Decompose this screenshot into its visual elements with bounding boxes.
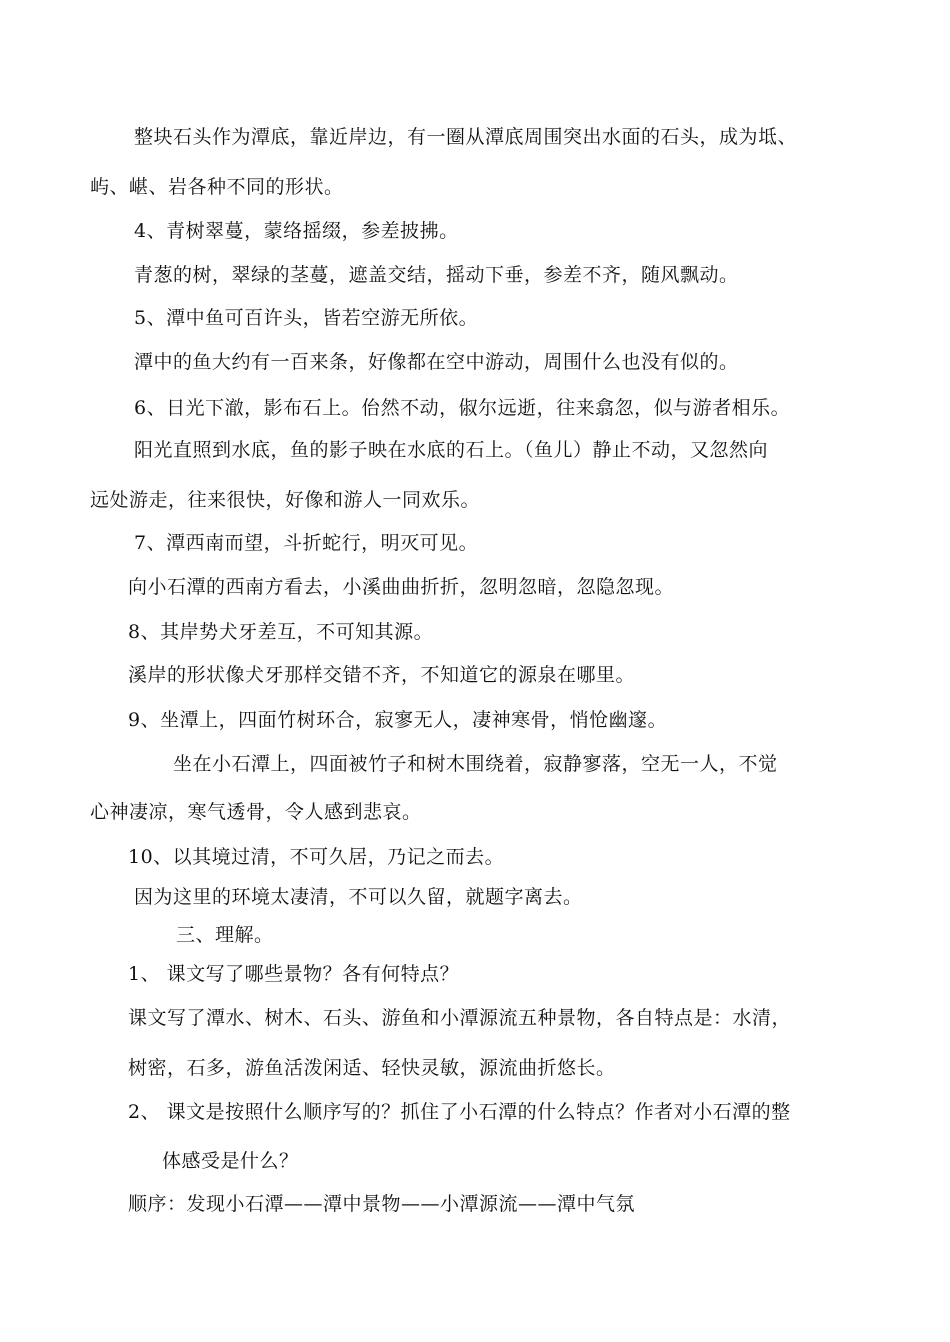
text-line: 8、其岸势犬牙差互，不可知其源。 [128, 621, 434, 643]
text-line: 屿、嵁、岩各种不同的形状。 [90, 176, 344, 198]
text-line: 顺序：发现小石潭——潭中景物——小潭源流——潭中气氛 [128, 1193, 636, 1215]
text-line: 4、青树翠蔓，蒙络摇缀，参差披拂。 [134, 220, 459, 242]
text-line: 坐在小石潭上，四面被竹子和树木围绕着，寂静寥落，空无一人，不觉 [173, 753, 778, 775]
question-line: 1、 课文写了哪些景物？各有何特点？ [128, 963, 460, 985]
text-line: 溪岸的形状像犬牙那样交错不齐，不知道它的源泉在哪里。 [128, 664, 636, 686]
question-line: 2、 课文是按照什么顺序写的？抓住了小石潭的什么特点？作者对小石潭的整 [128, 1101, 791, 1123]
text-line: 5、潭中鱼可百许头，皆若空游无所依。 [134, 307, 479, 329]
text-line: 6、日光下澈，影布石上。佁然不动，俶尔远逝，往来翕忽，似与游者相乐。 [134, 397, 791, 419]
text-line: 青葱的树，翠绿的茎蔓，遮盖交结，摇动下垂，参差不齐，随风飘动。 [134, 264, 739, 286]
section-heading: 三、理解。 [176, 924, 274, 946]
text-line: 因为这里的环境太凄清，不可以久留，就题字离去。 [134, 886, 583, 908]
text-line: 9、坐潭上，四面竹树环合，寂寥无人，凄神寒骨，悄怆幽邃。 [128, 709, 668, 731]
text-line: 7、潭西南而望，斗折蛇行，明灭可见。 [134, 532, 479, 554]
text-line: 整块石头作为潭底，靠近岸边，有一圈从潭底周围突出水面的石头，成为坻、 [134, 126, 798, 148]
text-line: 10、以其境过清，不可久居，乃记之而去。 [128, 846, 505, 868]
text-line: 课文写了潭水、树木、石头、游鱼和小潭源流五种景物，各自特点是：水清， [128, 1007, 792, 1029]
question-line: 体感受是什么？ [162, 1150, 299, 1172]
text-line: 潭中的鱼大约有一百来条，好像都在空中游动，周围什么也没有似的。 [134, 351, 739, 373]
text-line: 向小石潭的西南方看去，小溪曲曲折折，忽明忽暗，忽隐忽现。 [128, 576, 675, 598]
text-line: 阳光直照到水底，鱼的影子映在水底的石上。（鱼儿）静止不动，又忽然向 [134, 439, 769, 461]
text-line: 心神凄凉，寒气透骨，令人感到悲哀。 [90, 801, 422, 823]
text-line: 树密，石多，游鱼活泼闲适、轻快灵敏，源流曲折悠长。 [128, 1057, 616, 1079]
text-line: 远处游走，往来很快，好像和游人一同欢乐。 [90, 489, 481, 511]
